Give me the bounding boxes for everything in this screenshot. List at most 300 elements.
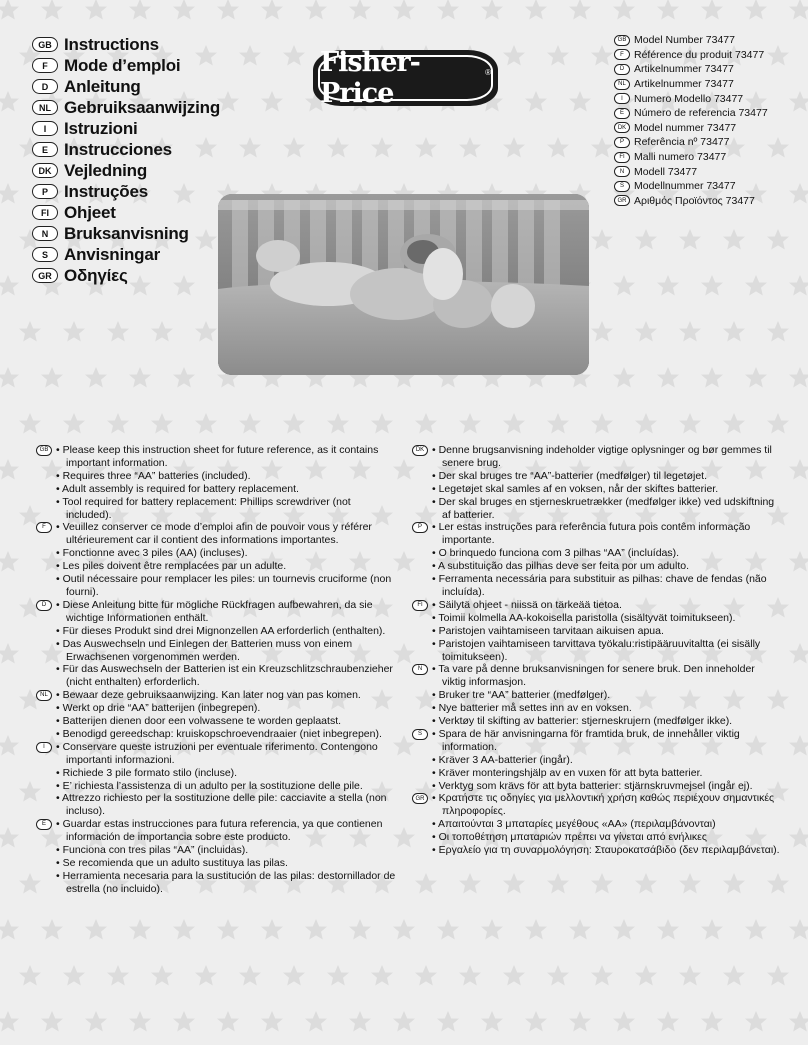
star-icon xyxy=(679,965,701,986)
star-icon xyxy=(591,965,613,986)
instruction-block-n xyxy=(412,663,780,728)
star-icon xyxy=(481,0,503,20)
title-row xyxy=(32,160,220,181)
title-row xyxy=(32,244,220,265)
star-icon xyxy=(0,183,19,204)
star-icon xyxy=(789,367,808,388)
instruction-item: • Απαιτούνται 3 μπαταρίες μεγέθους «AA» (περιλαμβάνονται) xyxy=(432,818,780,831)
instruction-item: • Herramienta necesaria para la sustitución de las pilas: destornillador de estrella (no incluido). xyxy=(56,870,398,896)
star-icon xyxy=(0,1011,19,1032)
star-icon xyxy=(547,413,569,434)
language-badge-e: E xyxy=(36,819,52,830)
star-icon xyxy=(0,91,19,112)
star-icon xyxy=(0,0,19,20)
star-icon xyxy=(261,919,283,940)
instruction-item: • Ta vare på denne bruksanvisningen for senere bruk. Den inneholder viktig informasjon. xyxy=(432,663,780,689)
instruction-item: • Der skal bruges en stjerneskruetrækker (medfølger ikke) ved udskiftning af batterier. xyxy=(432,496,780,522)
instruction-item: • O brinquedo funciona com 3 pilhas “AA” (incluídas). xyxy=(432,547,780,560)
language-badge-p: P xyxy=(412,522,428,533)
star-icon xyxy=(657,0,679,20)
model-number-row xyxy=(614,62,768,77)
star-icon xyxy=(173,367,195,388)
star-icon xyxy=(635,413,657,434)
star-icon xyxy=(85,0,107,20)
star-icon xyxy=(789,735,808,756)
star-icon xyxy=(63,965,85,986)
star-icon xyxy=(63,321,85,342)
title-label: Οδηγίες xyxy=(64,265,128,285)
star-icon xyxy=(569,1011,591,1032)
model-number-label: Αριθμός Προϊόντος 73477 xyxy=(634,194,755,207)
star-icon xyxy=(745,367,767,388)
star-icon xyxy=(613,275,635,296)
instruction-item: • Requires three “AA” batteries (included). xyxy=(56,470,398,483)
star-icon xyxy=(283,137,305,158)
star-icon xyxy=(679,873,701,894)
language-badge-nl: NL xyxy=(614,79,630,90)
star-icon xyxy=(525,1011,547,1032)
star-icon xyxy=(0,643,19,664)
instruction-item: • Funciona con tres pilas “AA” (incluidas). xyxy=(56,844,398,857)
star-icon xyxy=(745,0,767,20)
model-number-row xyxy=(614,150,768,165)
instruction-item: • Kräver monteringshjälp av en vuxen för att byta batterier. xyxy=(432,767,780,780)
model-number-row xyxy=(614,164,768,179)
star-icon xyxy=(569,0,591,20)
star-icon xyxy=(305,1011,327,1032)
title-row xyxy=(32,139,220,160)
title-row xyxy=(32,181,220,202)
title-row xyxy=(32,118,220,139)
star-icon xyxy=(129,1011,151,1032)
star-icon xyxy=(217,91,239,112)
star-icon xyxy=(591,137,613,158)
star-icon xyxy=(261,0,283,20)
star-icon xyxy=(767,873,789,894)
title-label: Instruções xyxy=(64,181,148,201)
star-icon xyxy=(503,137,525,158)
star-icon xyxy=(151,965,173,986)
star-icon xyxy=(789,275,808,296)
model-number-label: Malli numero 73477 xyxy=(634,151,727,164)
star-icon xyxy=(459,137,481,158)
instruction-block-f xyxy=(36,521,398,598)
star-icon xyxy=(19,413,41,434)
logo-text: Fisher-Price xyxy=(320,47,420,109)
title-label: Instrucciones xyxy=(64,139,172,159)
instruction-item: • Kräver 3 AA-batterier (ingår). xyxy=(432,754,780,767)
star-icon xyxy=(371,965,393,986)
instruction-item: • Les piles doivent être remplacées par un adulte. xyxy=(56,560,398,573)
star-icon xyxy=(415,137,437,158)
title-row xyxy=(32,223,220,244)
star-icon xyxy=(151,321,173,342)
star-icon xyxy=(503,413,525,434)
instruction-item: • Εργαλείο για τη συναρμολόγηση: Σταυροκατσάβιδο (δεν περιλαμβάνεται). xyxy=(432,844,780,857)
star-icon xyxy=(635,321,657,342)
instruction-item: • Denne brugsanvisning indeholder vigtige oplysninger og bør gemmes til senere brug. xyxy=(432,444,780,470)
star-icon xyxy=(371,413,393,434)
star-icon xyxy=(613,0,635,20)
star-icon xyxy=(371,137,393,158)
star-icon xyxy=(789,0,808,20)
language-badge-gb: GB xyxy=(32,37,58,52)
instruction-item: • Bruker tre “AA” batterier (medfølger). xyxy=(432,689,780,702)
language-badge-dk: DK xyxy=(412,445,428,456)
language-badge-e: E xyxy=(32,142,58,157)
star-icon xyxy=(349,0,371,20)
star-icon xyxy=(393,1011,415,1032)
star-icon xyxy=(701,919,723,940)
language-badge-f: F xyxy=(614,49,630,60)
star-icon xyxy=(591,873,613,894)
language-badge-dk: DK xyxy=(614,122,630,133)
star-icon xyxy=(767,229,789,250)
instruction-item: • Benodigd gereedschap: kruiskopschroevendraaier (niet inbegrepen). xyxy=(56,728,398,741)
instructions-left-column xyxy=(36,444,398,896)
instruction-item: • E’ richiesta l’assistenza di un adulto per la sostituzione delle pile. xyxy=(56,780,398,793)
instructions-right-column xyxy=(412,444,780,857)
language-badge-p: P xyxy=(32,184,58,199)
instruction-block-dk xyxy=(412,444,780,521)
title-row xyxy=(32,76,220,97)
instruction-item: • Attrezzo richiesto per la sostituzione delle pile: cacciavite a stella (non incluso). xyxy=(56,792,398,818)
instruction-item: • Outil nécessaire pour remplacer les piles: un tournevis cruciforme (non fourni). xyxy=(56,573,398,599)
star-icon xyxy=(745,275,767,296)
model-number-row xyxy=(614,48,768,63)
star-icon xyxy=(569,919,591,940)
instruction-item: • Οι τοποθέτηση μπαταριών πρέπει να γίνεται από ενήλικες xyxy=(432,831,780,844)
model-number-row xyxy=(614,33,768,48)
language-badge-fi: FI xyxy=(32,205,58,220)
model-number-list xyxy=(614,33,768,208)
instruction-block-s xyxy=(412,728,780,793)
instruction-block-e xyxy=(36,818,398,895)
star-icon xyxy=(547,873,569,894)
star-icon xyxy=(195,413,217,434)
star-icon xyxy=(767,137,789,158)
star-icon xyxy=(217,1011,239,1032)
instruction-block-gr xyxy=(412,792,780,857)
star-icon xyxy=(459,873,481,894)
instruction-item: • Guardar estas instrucciones para futura referencia, ya que contienen información de importancia sobre este producto. xyxy=(56,818,398,844)
star-icon xyxy=(19,321,41,342)
language-badge-nl: NL xyxy=(36,690,52,701)
star-icon xyxy=(525,0,547,20)
instruction-item: • Conservare queste istruzioni per eventuale riferimento. Contengono importanti informazioni. xyxy=(56,741,398,767)
star-icon xyxy=(767,45,789,66)
star-icon xyxy=(635,965,657,986)
star-icon xyxy=(217,0,239,20)
star-icon xyxy=(173,0,195,20)
language-badge-f: F xyxy=(32,58,58,73)
star-icon xyxy=(239,965,261,986)
instruction-item: • Κρατήστε τις οδηγίες για μελλοντική χρήση καθώς περιέχουν σημαντικές πληροφορίες. xyxy=(432,792,780,818)
title-label: Bruksanvisning xyxy=(64,223,189,243)
language-badge-f: F xyxy=(36,522,52,533)
instruction-item: • Batterijen dienen door een volwassene te worden geplaatst. xyxy=(56,715,398,728)
language-badge-fi: FI xyxy=(614,152,630,163)
instruction-item: • Für dieses Produkt sind drei Mignonzellen AA erforderlich (enthalten). xyxy=(56,625,398,638)
instruction-item: • Das Auswechseln und Einlegen der Batterien muss von einem Erwachsenen vorgenommen werden. xyxy=(56,638,398,664)
star-icon xyxy=(107,413,129,434)
star-icon xyxy=(107,965,129,986)
star-icon xyxy=(789,551,808,572)
title-label: Ohjeet xyxy=(64,202,116,222)
title-row xyxy=(32,55,220,76)
star-icon xyxy=(19,965,41,986)
star-icon xyxy=(547,965,569,986)
star-icon xyxy=(789,827,808,848)
model-number-label: Modell 73477 xyxy=(634,165,698,178)
title-list xyxy=(32,34,220,286)
model-number-row xyxy=(614,91,768,106)
star-icon xyxy=(679,413,701,434)
star-icon xyxy=(635,873,657,894)
star-icon xyxy=(789,183,808,204)
language-badge-gr: GR xyxy=(412,793,428,804)
fisher-price-logo xyxy=(313,47,498,109)
title-label: Anleitung xyxy=(64,76,141,96)
registered-mark: ® xyxy=(485,67,491,77)
language-badge-d: D xyxy=(614,64,630,75)
star-icon xyxy=(459,965,481,986)
star-icon xyxy=(415,413,437,434)
star-icon xyxy=(657,275,679,296)
language-badge-gb: GB xyxy=(36,445,52,456)
star-icon xyxy=(0,827,19,848)
star-icon xyxy=(657,919,679,940)
instruction-block-d xyxy=(36,599,398,689)
star-icon xyxy=(173,919,195,940)
instruction-item: • Toimii kolmella AA-kokoisella paristolla (sisältyvät toimitukseen). xyxy=(432,612,780,625)
instruction-item: • Verktøy til skifting av batterier: stjerneskrujern (medfølger ikke). xyxy=(432,715,780,728)
title-row xyxy=(32,34,220,55)
instruction-item: • Fonctionne avec 3 piles (AA) (incluses). xyxy=(56,547,398,560)
star-icon xyxy=(723,229,745,250)
star-icon xyxy=(437,0,459,20)
instruction-item: • Säilytä ohjeet - niissä on tärkeää tietoa. xyxy=(432,599,780,612)
instruction-item: • Ferramenta necessária para substituir as pilhas: chave de fendas (não incluída). xyxy=(432,573,780,599)
title-label: Mode d’emploi xyxy=(64,55,181,75)
star-icon xyxy=(613,1011,635,1032)
instruction-item: • Der skal bruges tre “AA”-batterier (medfølger) til legetøjet. xyxy=(432,470,780,483)
instruction-item: • Spara de här anvisningarna för framtida bruk, de innehåller viktig information. xyxy=(432,728,780,754)
star-icon xyxy=(503,873,525,894)
language-badge-nl: NL xyxy=(32,100,58,115)
star-icon xyxy=(261,91,283,112)
star-icon xyxy=(415,873,437,894)
star-icon xyxy=(327,965,349,986)
instruction-block-nl xyxy=(36,689,398,741)
star-icon xyxy=(745,1011,767,1032)
star-icon xyxy=(195,965,217,986)
language-badge-n: N xyxy=(412,664,428,675)
star-icon xyxy=(789,1011,808,1032)
instruction-block-gb xyxy=(36,444,398,521)
star-icon xyxy=(239,45,261,66)
star-icon xyxy=(723,965,745,986)
star-icon xyxy=(613,919,635,940)
star-icon xyxy=(591,413,613,434)
star-icon xyxy=(547,137,569,158)
instruction-item: • Please keep this instruction sheet for future reference, as it contains important information. xyxy=(56,444,398,470)
star-icon xyxy=(305,0,327,20)
star-icon xyxy=(129,0,151,20)
model-number-label: Artikelnummer 73477 xyxy=(634,78,734,91)
model-number-row xyxy=(614,121,768,136)
star-icon xyxy=(327,137,349,158)
instruction-item: • Paristojen vaihtamiseen tarvittava työkalu:ristipääruuvitaltta (ei sisälly toimitukseen). xyxy=(432,638,780,664)
star-icon xyxy=(481,1011,503,1032)
star-icon xyxy=(701,275,723,296)
star-icon xyxy=(63,413,85,434)
star-icon xyxy=(657,367,679,388)
instruction-item: • Se recomienda que un adulto sustituya las pilas. xyxy=(56,857,398,870)
star-icon xyxy=(129,919,151,940)
language-badge-n: N xyxy=(32,226,58,241)
star-icon xyxy=(41,0,63,20)
star-icon xyxy=(85,367,107,388)
model-number-label: Model nummer 73477 xyxy=(634,121,737,134)
language-badge-s: S xyxy=(32,247,58,262)
star-icon xyxy=(0,459,19,480)
star-icon xyxy=(327,413,349,434)
star-icon xyxy=(0,735,19,756)
star-icon xyxy=(283,413,305,434)
star-icon xyxy=(85,919,107,940)
title-row xyxy=(32,202,220,223)
star-icon xyxy=(789,459,808,480)
model-number-label: Referência nº 73477 xyxy=(634,136,730,149)
star-icon xyxy=(437,919,459,940)
instruction-item: • Ler estas instruções para referência futura pois contêm informação importante. xyxy=(432,521,780,547)
model-number-label: Model Number 73477 xyxy=(634,34,735,47)
instruction-item: • Werkt op drie “AA” batterijen (inbegrepen). xyxy=(56,702,398,715)
title-label: Anvisningar xyxy=(64,244,161,264)
star-icon xyxy=(767,413,789,434)
star-icon xyxy=(745,919,767,940)
star-icon xyxy=(525,919,547,940)
model-number-label: Artikelnummer 73477 xyxy=(634,63,734,76)
language-badge-dk: DK xyxy=(32,163,58,178)
star-icon xyxy=(415,965,437,986)
star-icon xyxy=(613,367,635,388)
model-number-row xyxy=(614,77,768,92)
star-icon xyxy=(591,45,613,66)
instruction-item: • Veuillez conserver ce mode d’emploi afin de pouvoir vous y référer ultérieurement car il contient des informations importantes. xyxy=(56,521,398,547)
star-icon xyxy=(239,413,261,434)
instruction-block-p xyxy=(412,521,780,598)
star-icon xyxy=(591,229,613,250)
star-icon xyxy=(41,367,63,388)
star-icon xyxy=(261,1011,283,1032)
language-badge-e: E xyxy=(614,108,630,119)
star-icon xyxy=(129,367,151,388)
language-badge-i: I xyxy=(32,121,58,136)
title-label: Istruzioni xyxy=(64,118,138,138)
language-badge-gb: GB xyxy=(614,35,630,46)
instruction-block-i xyxy=(36,741,398,818)
star-icon xyxy=(0,919,19,940)
star-icon xyxy=(217,919,239,940)
instruction-item: • Tool required for battery replacement: Phillips screwdriver (not included). xyxy=(56,496,398,522)
star-icon xyxy=(569,91,591,112)
star-icon xyxy=(789,919,808,940)
star-icon xyxy=(239,137,261,158)
instruction-item: • A substituição das pilhas deve ser feita por um adulto. xyxy=(432,560,780,573)
title-row xyxy=(32,97,220,118)
star-icon xyxy=(349,1011,371,1032)
model-number-row xyxy=(614,135,768,150)
model-number-label: Numero Modello 73477 xyxy=(634,92,744,105)
star-icon xyxy=(503,965,525,986)
title-row xyxy=(32,265,220,286)
language-badge-gr: GR xyxy=(32,268,58,283)
star-icon xyxy=(0,551,19,572)
star-icon xyxy=(481,919,503,940)
instruction-item: • Paristojen vaihtamiseen tarvitaan aikuisen apua. xyxy=(432,625,780,638)
instruction-item: • Verktyg som krävs för att byta batterier: stjärnskruvmejsel (ingår ej). xyxy=(432,780,780,793)
instruction-block-fi xyxy=(412,599,780,664)
star-icon xyxy=(635,229,657,250)
star-icon xyxy=(723,873,745,894)
star-icon xyxy=(701,367,723,388)
language-badge-s: S xyxy=(614,181,630,192)
star-icon xyxy=(85,1011,107,1032)
star-icon xyxy=(789,643,808,664)
star-icon xyxy=(305,919,327,940)
star-icon xyxy=(503,45,525,66)
star-icon xyxy=(767,965,789,986)
language-badge-d: D xyxy=(32,79,58,94)
star-icon xyxy=(107,321,129,342)
model-number-row xyxy=(614,106,768,121)
star-icon xyxy=(173,1011,195,1032)
star-icon xyxy=(283,45,305,66)
star-icon xyxy=(591,321,613,342)
star-icon xyxy=(679,321,701,342)
instruction-item: • Bewaar deze gebruiksaanwijzing. Kan later nog van pas komen. xyxy=(56,689,398,702)
star-icon xyxy=(547,45,569,66)
instruction-item: • Adult assembly is required for battery replacement. xyxy=(56,483,398,496)
star-icon xyxy=(151,413,173,434)
star-icon xyxy=(679,229,701,250)
star-icon xyxy=(0,275,19,296)
instruction-item: • Richiede 3 pile formato stilo (incluse). xyxy=(56,767,398,780)
language-badge-d: D xyxy=(36,600,52,611)
language-badge-s: S xyxy=(412,729,428,740)
language-badge-p: P xyxy=(614,137,630,148)
language-badge-n: N xyxy=(614,166,630,177)
language-badge-i: I xyxy=(614,93,630,104)
star-icon xyxy=(0,367,19,388)
star-icon xyxy=(459,413,481,434)
instruction-item: • Nye batterier må settes inn av en voksen. xyxy=(432,702,780,715)
star-icon xyxy=(349,919,371,940)
language-badge-fi: FI xyxy=(412,600,428,611)
star-icon xyxy=(789,91,808,112)
star-icon xyxy=(393,919,415,940)
language-badge-i: I xyxy=(36,742,52,753)
instruction-item: • Legetøjet skal samles af en voksen, når der skiftes batterier. xyxy=(432,483,780,496)
instruction-item: • Für das Auswechseln der Batterien ist ein Kreuzschlitzschraubenzieher (nicht enthalten) erforderlich. xyxy=(56,663,398,689)
model-number-label: Modellnummer 73477 xyxy=(634,180,736,193)
title-label: Vejledning xyxy=(64,160,148,180)
language-badge-gr: GR xyxy=(614,195,630,206)
star-icon xyxy=(393,0,415,20)
star-icon xyxy=(41,919,63,940)
